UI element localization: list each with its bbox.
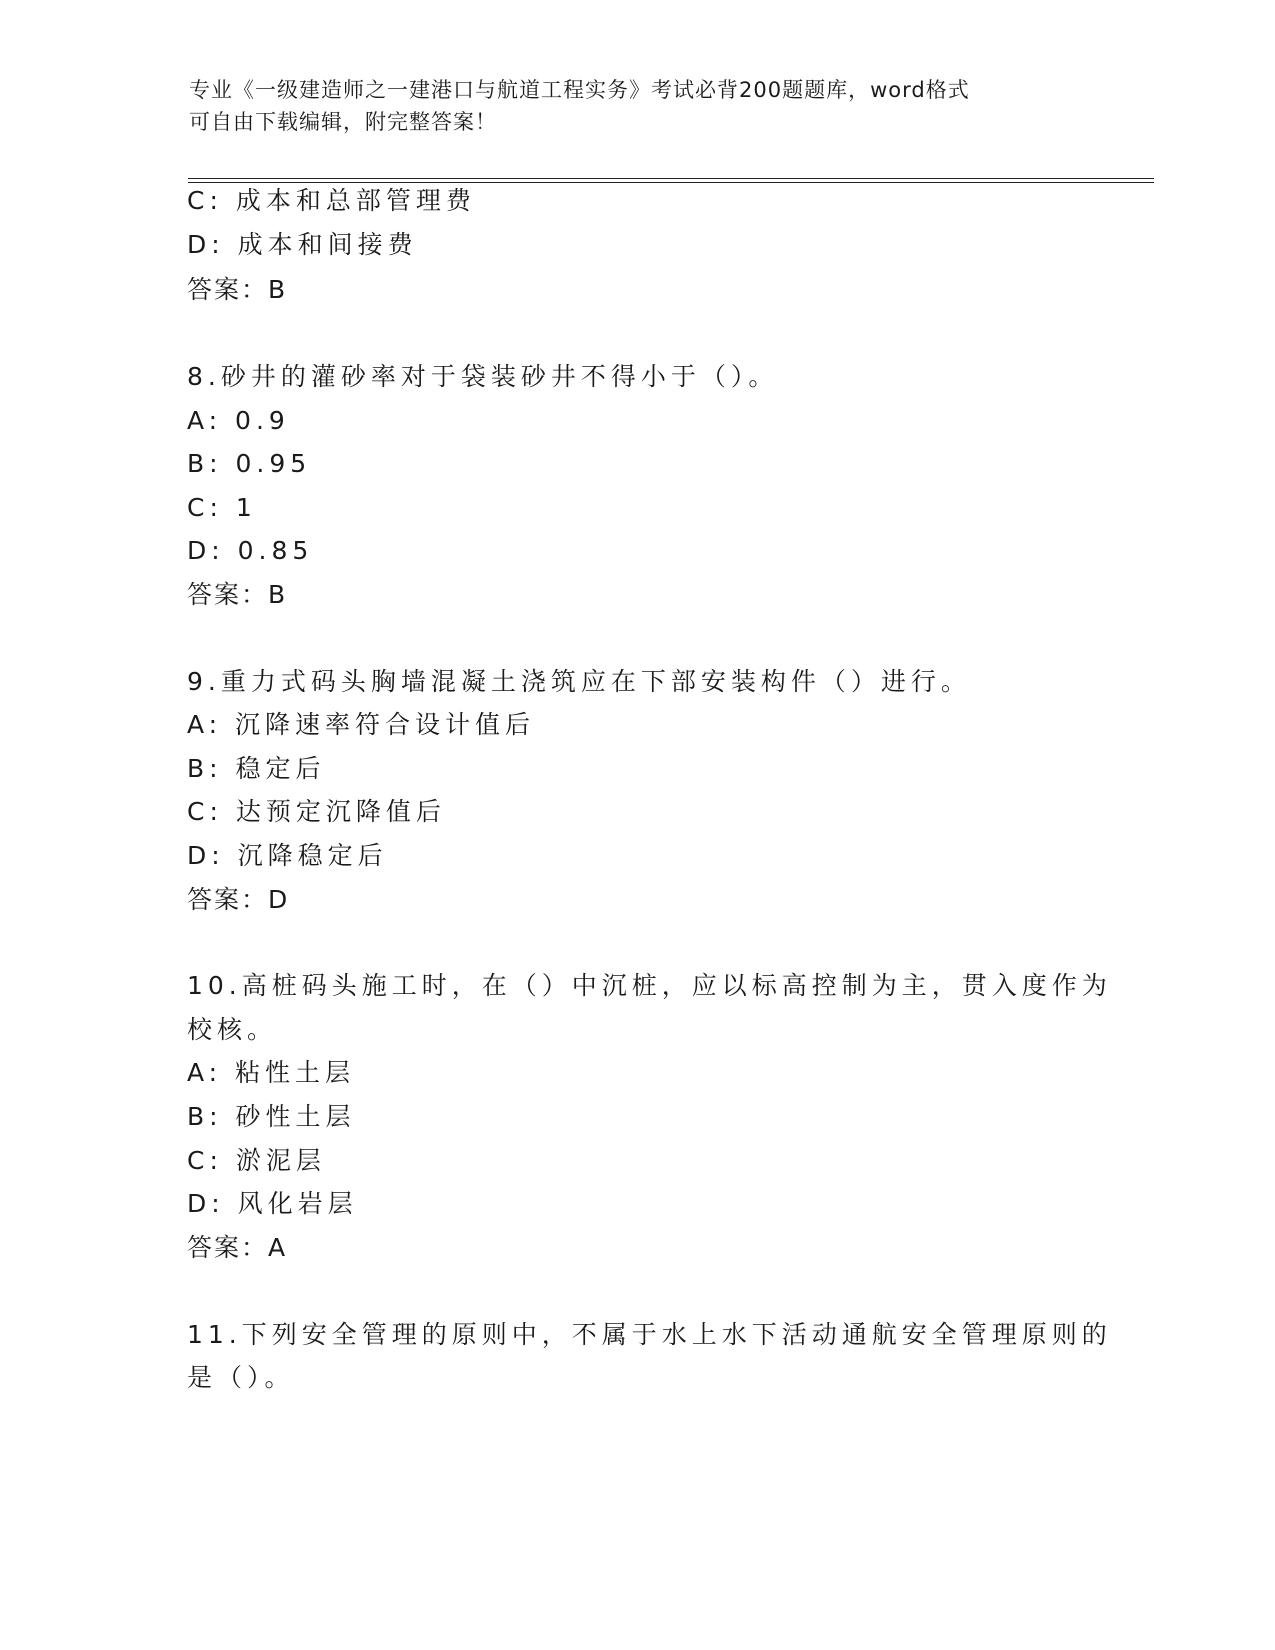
q11-question-line-1: 11.下列安全管理的原则中，不属于水上水下活动通航安全管理原则的	[187, 1320, 1112, 1349]
q9-option-c: C: 达预定沉降值后	[187, 797, 446, 826]
q8-option-d: D: 0.85	[187, 536, 314, 565]
q9-option-b: B: 稳定后	[187, 754, 326, 783]
q9-option-a: A: 沉降速率符合设计值后	[187, 710, 536, 739]
q9-question: 9.重力式码头胸墙混凝土浇筑应在下部安装构件（）进行。	[187, 667, 971, 696]
q8-answer: 答案：B	[187, 580, 288, 609]
q9-option-d: D: 沉降稳定后	[187, 841, 388, 870]
q10-question-line-1: 10.高桩码头施工时，在（）中沉桩，应以标高控制为主，贯入度作为	[187, 971, 1112, 1000]
q8-question: 8.砂井的灌砂率对于袋装砂井不得小于（）。	[187, 362, 779, 391]
q7-option-d: D: 成本和间接费	[187, 230, 418, 259]
q8-option-a: A: 0.9	[187, 406, 290, 435]
q8-option-c: C: 1	[187, 493, 257, 522]
q7-answer: 答案：B	[187, 275, 288, 304]
header-title-line-1: 专业《一级建造师之一建港口与航道工程实务》考试必背200题题库，word格式	[189, 78, 970, 102]
q10-question-line-2: 校核。	[187, 1015, 278, 1044]
q10-answer: 答案：A	[187, 1233, 288, 1262]
q10-option-a: A: 粘性土层	[187, 1058, 356, 1087]
header-double-rule	[188, 178, 1154, 183]
q10-option-c: C: 淤泥层	[187, 1146, 326, 1175]
header-title-line-2: 可自由下载编辑，附完整答案！	[189, 110, 497, 134]
q10-option-d: D: 风化岩层	[187, 1189, 358, 1218]
q9-answer: 答案：D	[187, 885, 290, 914]
q7-option-c: C: 成本和总部管理费	[187, 186, 476, 215]
q10-option-b: B: 砂性土层	[187, 1102, 356, 1131]
q11-question-line-2: 是（）。	[187, 1363, 295, 1392]
q8-option-b: B: 0.95	[187, 449, 312, 478]
document-header	[189, 74, 1069, 138]
